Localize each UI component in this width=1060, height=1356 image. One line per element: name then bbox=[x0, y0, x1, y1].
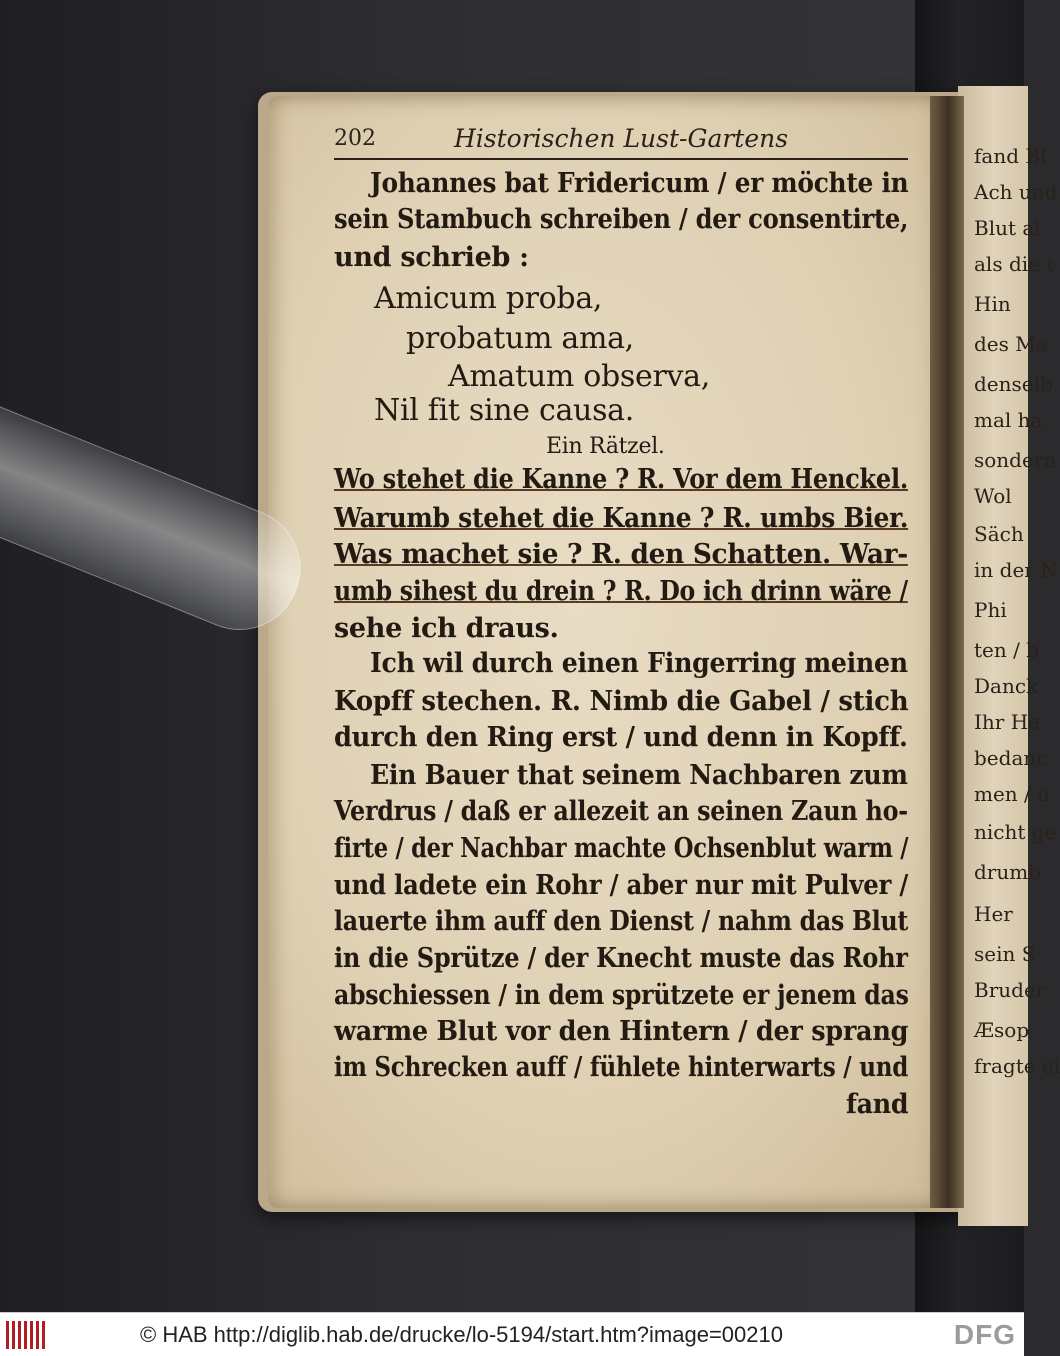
next-page-line: Bruder bbox=[974, 978, 1046, 1002]
text-line: Warumb stehet die Kanne ? R. umbs Bier. bbox=[334, 503, 909, 534]
text-line: firte / der Nachbar machte Ochsenblut warm / bbox=[334, 833, 909, 864]
next-page-line: Wol bbox=[974, 484, 1012, 508]
next-page-line: Æsop bbox=[974, 1018, 1030, 1042]
next-page-line: Säch bbox=[974, 522, 1024, 546]
text-line: umb sihest du drein ? R. Do ich drinn wäre / bbox=[334, 576, 908, 607]
page-header bbox=[334, 124, 908, 160]
text-line: und ladete ein Rohr / aber nur mit Pulver / bbox=[334, 870, 908, 901]
text-line: und schrieb : bbox=[334, 242, 529, 273]
text-line: Wo stehet die Kanne ? R. Vor dem Henckel. bbox=[334, 464, 908, 495]
text-line: Johannes bat Fridericum / er möchte in bbox=[370, 168, 909, 199]
next-page-line: men / u bbox=[974, 782, 1051, 806]
text-line: Was machet sie ? R. den Schatten. War- bbox=[334, 539, 908, 570]
text-line: sein Stambuch schreiben / der consentirte, bbox=[334, 204, 909, 235]
next-page-line: sein S bbox=[974, 942, 1036, 966]
next-page-line: nicht ge bbox=[974, 820, 1057, 844]
next-page-line: Phi bbox=[974, 598, 1007, 622]
book-gutter bbox=[930, 96, 964, 1208]
next-page-line: ten / b bbox=[974, 638, 1040, 662]
text-line: fand bbox=[846, 1089, 909, 1120]
latin-verse-line: probatum ama, bbox=[406, 321, 634, 356]
latin-verse-line: Amatum observa, bbox=[448, 359, 710, 394]
latin-verse-line: Amicum proba, bbox=[374, 281, 603, 316]
next-page-line: Danck bbox=[974, 674, 1039, 698]
next-page-line: Hin bbox=[974, 292, 1011, 316]
next-page-line: als die t bbox=[974, 252, 1055, 276]
section-heading: Ein Rätzel. bbox=[546, 434, 665, 459]
text-line: im Schrecken auff / fühlete hinterwarts / und bbox=[334, 1052, 909, 1083]
next-page-line: des Ma bbox=[974, 332, 1048, 356]
running-head: Historischen Lust-Gartens bbox=[454, 124, 789, 153]
text-line: in die Sprütze / der Knecht muste das Rohr bbox=[334, 943, 908, 974]
text-line: lauerte ihm auff den Dienst / nahm das Blut bbox=[334, 906, 909, 937]
next-page-line: Her bbox=[974, 902, 1013, 926]
next-page-line: sondern bbox=[974, 448, 1057, 472]
text-line: abschiessen / in dem sprützete er jenem das bbox=[334, 980, 909, 1011]
latin-verse-line: Nil fit sine causa. bbox=[374, 393, 634, 428]
next-page-line: denselb bbox=[974, 372, 1053, 396]
next-page-line: Blut al bbox=[974, 216, 1041, 240]
next-page-line: in der N bbox=[974, 558, 1058, 582]
next-page-line: bedanc bbox=[974, 746, 1048, 770]
next-page-line: fand Bl bbox=[974, 144, 1047, 168]
next-page-fragment bbox=[958, 86, 1060, 1226]
text-line: Kopff stechen. R. Nimb die Gabel / stich bbox=[334, 686, 909, 717]
footer-bar bbox=[0, 1312, 1024, 1356]
next-page-line: drumb bbox=[974, 860, 1042, 884]
text-line: Ich wil durch einen Fingerring meinen bbox=[370, 648, 908, 679]
hab-logo-icon bbox=[6, 1321, 50, 1349]
text-line: sehe ich draus. bbox=[334, 613, 559, 644]
text-line: warme Blut vor den Hintern / der sprang bbox=[334, 1016, 909, 1047]
next-page-line: mal ha bbox=[974, 408, 1043, 432]
next-page-line: fragte ei bbox=[974, 1054, 1060, 1078]
next-page-line: Ihr He bbox=[974, 710, 1040, 734]
text-line: durch den Ring erst / und denn in Kopff. bbox=[334, 722, 908, 753]
text-line: Verdrus / daß er allezeit an seinen Zaun ho- bbox=[334, 796, 908, 827]
dfg-logo: DFG bbox=[953, 1319, 1016, 1350]
footer-link[interactable]: © HAB http://diglib.hab.de/drucke/lo-5194/start.htm?image=00210 bbox=[140, 1322, 783, 1347]
next-page-line: Ach und bbox=[974, 180, 1058, 204]
text-line: Ein Bauer that seinem Nachbaren zum bbox=[370, 760, 908, 791]
page-number: 202 bbox=[334, 126, 376, 151]
